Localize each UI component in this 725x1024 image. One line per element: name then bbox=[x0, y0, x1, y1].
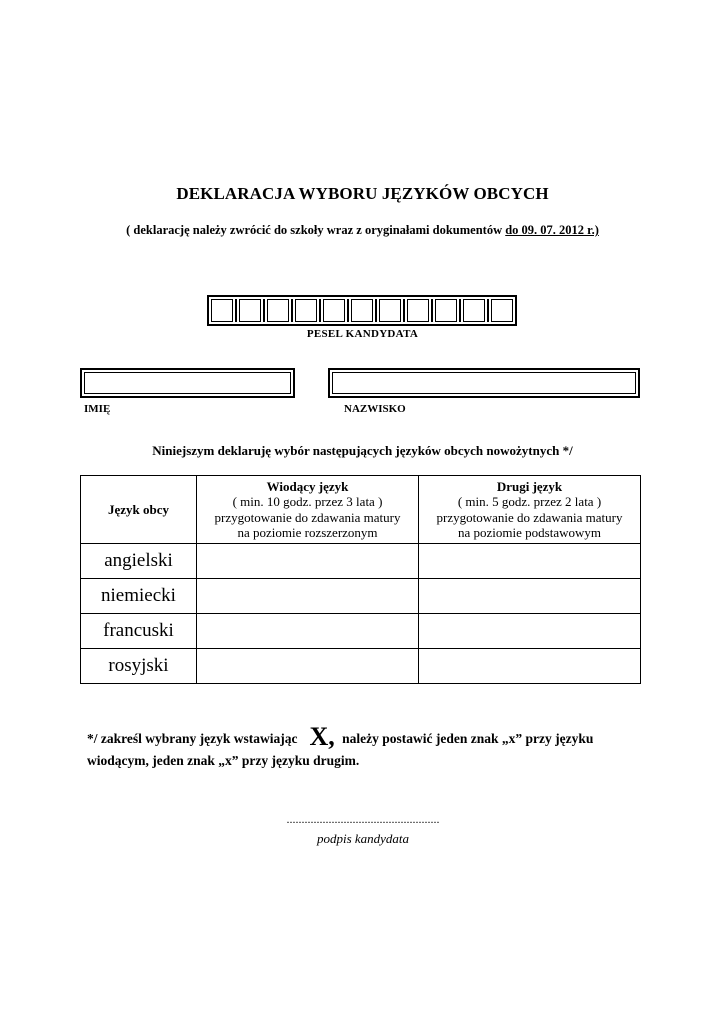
leading-choice-cell[interactable] bbox=[197, 649, 419, 684]
header-language bbox=[81, 476, 197, 544]
footnote-part1: */ zakreśl wybrany język wstawiając bbox=[87, 731, 298, 746]
header-language-label: Język obcy bbox=[107, 501, 170, 517]
first-name-label: IMIĘ bbox=[84, 403, 111, 415]
signature-label: podpis kandydata bbox=[316, 831, 410, 846]
second-choice-cell[interactable] bbox=[419, 579, 641, 614]
x-mark: X, bbox=[309, 722, 335, 751]
language-name: francuski bbox=[81, 614, 197, 649]
document-title: DEKLARACJA WYBORU JĘZYKÓW OBCYCH bbox=[176, 184, 549, 203]
pesel-digit-box[interactable] bbox=[461, 299, 489, 322]
table-row bbox=[81, 544, 641, 579]
pesel-digit-box[interactable] bbox=[237, 299, 265, 322]
footnote bbox=[87, 724, 647, 772]
second-choice-cell[interactable] bbox=[419, 544, 641, 579]
signature-line: ................................................... bbox=[286, 812, 440, 826]
document-subtitle bbox=[0, 223, 725, 238]
last-name-label: NAZWISKO bbox=[344, 403, 406, 415]
leading-choice-cell[interactable] bbox=[197, 614, 419, 649]
pesel-digit-box[interactable] bbox=[349, 299, 377, 322]
footnote-part2: należy postawić jeden znak „x” przy języku wiodącym, jeden znak „x” przy języku drugim. bbox=[87, 731, 594, 768]
language-name: niemiecki bbox=[81, 579, 197, 614]
declaration-text: Niniejszym deklaruję wybór następujących języków obcych nowożytnych */ bbox=[152, 443, 573, 458]
pesel-digit-box[interactable] bbox=[265, 299, 293, 322]
language-name: angielski bbox=[81, 544, 197, 579]
header-second-title: Drugi język bbox=[496, 478, 563, 494]
leading-choice-cell[interactable] bbox=[197, 544, 419, 579]
header-leading-line3: na poziomie rozszerzonym bbox=[237, 525, 378, 540]
language-table bbox=[80, 475, 641, 684]
second-choice-cell[interactable] bbox=[419, 649, 641, 684]
header-leading-language bbox=[197, 476, 419, 544]
table-row bbox=[81, 649, 641, 684]
last-name-field[interactable] bbox=[328, 368, 640, 398]
subtitle-deadline: do 09. 07. 2012 r.) bbox=[505, 223, 599, 237]
subtitle-text: ( deklarację należy zwrócić do szkoły wraz z oryginałami dokumentów bbox=[126, 223, 506, 237]
header-second-line2: przygotowanie do zdawania matury bbox=[436, 509, 623, 525]
pesel-digit-box[interactable] bbox=[293, 299, 321, 322]
pesel-digit-box[interactable] bbox=[433, 299, 461, 322]
table-row bbox=[81, 614, 641, 649]
first-name-field[interactable] bbox=[80, 368, 295, 398]
pesel-digit-box[interactable] bbox=[209, 299, 237, 322]
pesel-label: PESEL KANDYDATA bbox=[306, 328, 419, 340]
pesel-digit-box[interactable] bbox=[321, 299, 349, 322]
table-row bbox=[81, 579, 641, 614]
header-leading-line2: przygotowanie do zdawania matury bbox=[214, 509, 401, 525]
leading-choice-cell[interactable] bbox=[197, 579, 419, 614]
header-second-language bbox=[419, 476, 641, 544]
language-name: rosyjski bbox=[81, 649, 197, 684]
header-leading-line1: ( min. 10 godz. przez 3 lata ) bbox=[232, 494, 383, 509]
pesel-digit-box[interactable] bbox=[405, 299, 433, 322]
pesel-input-boxes[interactable] bbox=[207, 295, 517, 326]
header-leading-title: Wiodący język bbox=[266, 478, 349, 494]
second-choice-cell[interactable] bbox=[419, 614, 641, 649]
table-header-row bbox=[81, 476, 641, 544]
header-second-line1: ( min. 5 godz. przez 2 lata ) bbox=[457, 494, 602, 509]
header-second-line3: na poziomie podstawowym bbox=[458, 525, 601, 540]
pesel-digit-box[interactable] bbox=[377, 299, 405, 322]
pesel-digit-box[interactable] bbox=[489, 299, 515, 322]
